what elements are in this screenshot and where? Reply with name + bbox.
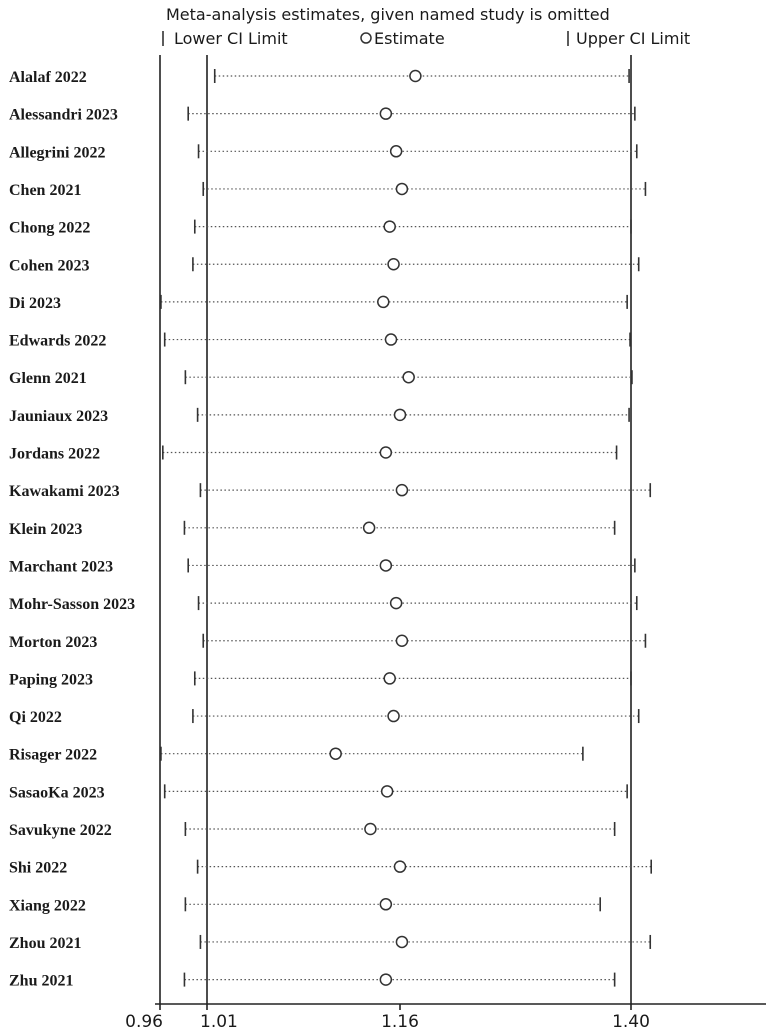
study-label: Morton 2023 <box>9 633 98 651</box>
study-row <box>9 446 617 463</box>
study-label: Alessandri 2023 <box>9 106 118 124</box>
study-row <box>9 709 639 726</box>
study-row <box>9 634 645 651</box>
study-row <box>9 144 637 161</box>
estimate-point <box>330 748 341 759</box>
study-row <box>9 408 629 425</box>
study-label: Xiang 2022 <box>9 897 86 915</box>
study-label: Klein 2023 <box>9 520 83 538</box>
estimate-point <box>378 296 389 307</box>
study-label: Edwards 2022 <box>9 332 107 350</box>
study-row <box>9 897 600 914</box>
study-row <box>9 295 627 312</box>
estimate-point <box>391 598 402 609</box>
study-row <box>9 860 651 877</box>
estimate-point <box>382 786 393 797</box>
study-row <box>9 973 615 990</box>
estimate-point <box>380 108 391 119</box>
study-label: Chong 2022 <box>9 219 91 237</box>
study-label: Risager 2022 <box>9 746 98 764</box>
study-label: Allegrini 2022 <box>9 144 106 162</box>
x-tick-label: 1.40 <box>612 1012 650 1028</box>
study-row <box>9 370 632 387</box>
study-row <box>9 69 629 86</box>
estimate-point <box>396 485 407 496</box>
estimate-point <box>388 711 399 722</box>
study-row <box>9 671 631 688</box>
estimate-point <box>380 974 391 985</box>
study-label: Zhu 2021 <box>9 972 74 990</box>
study-label: Mohr-Sasson 2023 <box>9 596 136 614</box>
study-label: Alalaf 2022 <box>9 69 87 86</box>
estimate-point <box>384 673 395 684</box>
study-row <box>9 333 630 350</box>
study-row <box>9 596 637 613</box>
chart-title: Meta-analysis estimates, given named study is omitted <box>166 5 610 24</box>
study-row <box>9 822 615 839</box>
study-label: Shi 2022 <box>9 859 68 877</box>
legend <box>163 29 690 48</box>
estimate-point <box>380 560 391 571</box>
estimate-point <box>384 221 395 232</box>
study-rows <box>9 69 651 990</box>
study-row <box>9 935 650 952</box>
estimate-point <box>364 522 375 533</box>
legend-upper-label: Upper CI Limit <box>576 29 691 48</box>
study-label: Kawakami 2023 <box>9 483 120 501</box>
estimate-point <box>395 861 406 872</box>
estimate-point <box>380 447 391 458</box>
study-row <box>9 784 627 801</box>
study-row <box>9 558 635 575</box>
estimate-point <box>395 409 406 420</box>
study-label: Chen 2021 <box>9 181 82 199</box>
study-row <box>9 257 639 274</box>
study-row <box>9 107 635 124</box>
reference-lines <box>160 55 631 1004</box>
x-axis-ticks <box>125 1004 650 1028</box>
study-label: Zhou 2021 <box>9 934 82 952</box>
study-label: Cohen 2023 <box>9 257 90 275</box>
x-tick-label: 0.96 <box>125 1012 163 1028</box>
study-label: Marchant 2023 <box>9 558 114 576</box>
study-row <box>9 182 645 199</box>
estimate-point <box>380 899 391 910</box>
estimate-point <box>403 372 414 383</box>
study-label: Jordans 2022 <box>9 445 101 463</box>
study-label: Paping 2023 <box>9 671 94 689</box>
study-label: Di 2023 <box>9 294 61 312</box>
study-row <box>9 747 583 764</box>
estimate-point <box>385 334 396 345</box>
legend-lower-label: Lower CI Limit <box>174 29 288 48</box>
study-row <box>9 220 631 237</box>
study-row <box>9 521 615 538</box>
x-tick-label: 1.01 <box>200 1012 238 1028</box>
estimate-point <box>391 146 402 157</box>
study-row <box>9 483 650 500</box>
estimate-point <box>396 936 407 947</box>
estimate-point <box>396 183 407 194</box>
estimate-point <box>396 635 407 646</box>
study-label: Qi 2022 <box>9 709 62 727</box>
study-label: Savukyne 2022 <box>9 822 112 839</box>
x-tick-label: 1.16 <box>381 1012 419 1028</box>
estimate-point <box>388 259 399 270</box>
study-label: SasaoKa 2023 <box>9 784 105 802</box>
estimate-point <box>365 824 376 835</box>
legend-estimate-symbol <box>361 33 371 43</box>
legend-estimate-label: Estimate <box>374 29 445 48</box>
study-label: Jauniaux 2023 <box>9 407 109 425</box>
study-label: Glenn 2021 <box>9 370 87 388</box>
estimate-point <box>410 71 421 82</box>
